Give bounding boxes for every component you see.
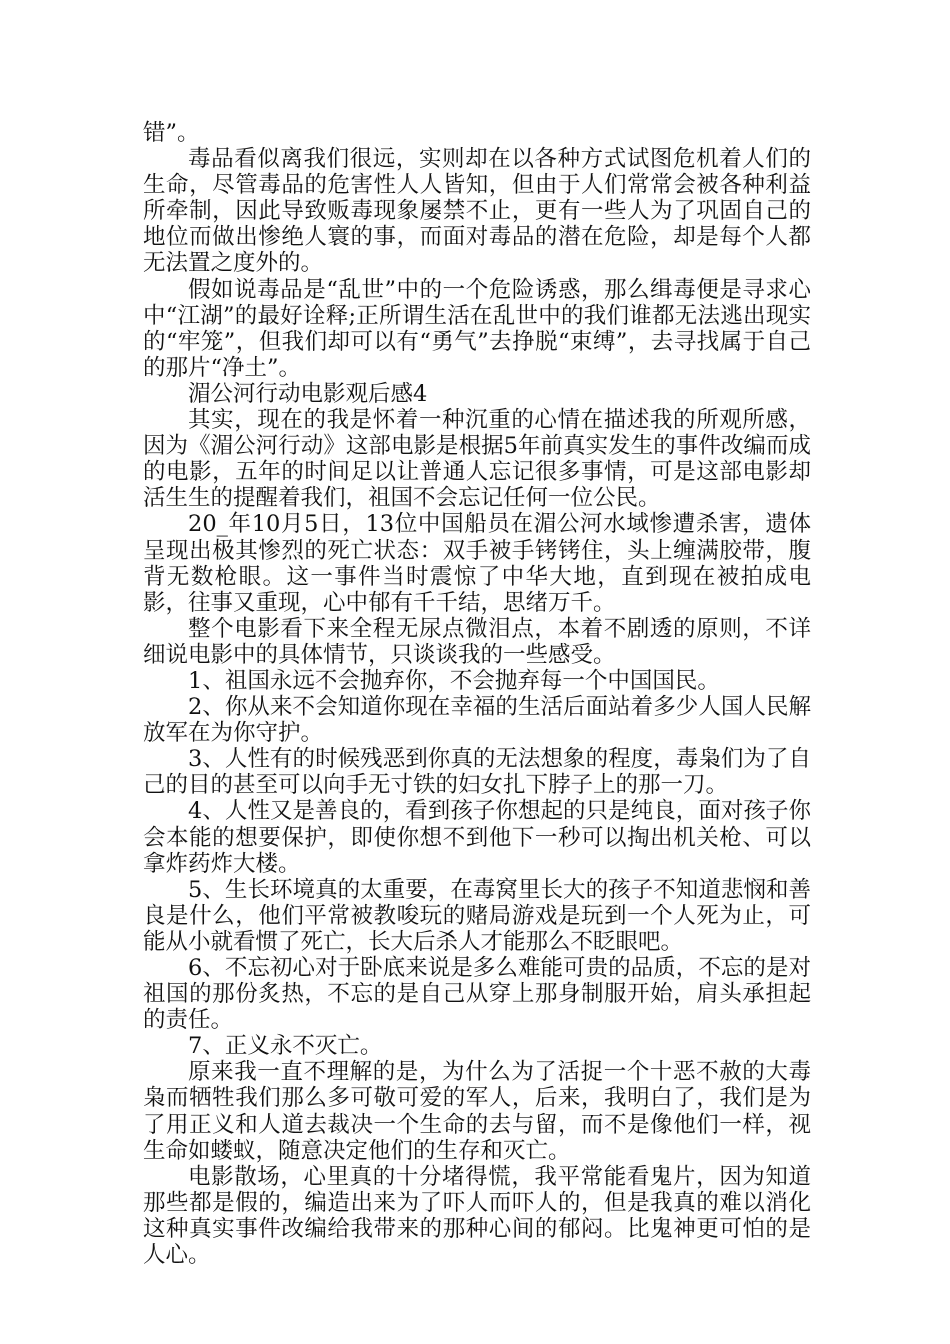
paragraph: 电影散场，心里真的十分堵得慌，我平常能看鬼片，因为知道那些都是假的，编造出来为了吓人而吓人的，但是我真的难以消化这种真实事件改编给我带来的那种心间的郁闷。比鬼神更可怕的是人心。 xyxy=(143,1163,811,1269)
list-item: 2、你从来不会知道你现在幸福的生活后面站着多少人国人民解放军在为你守护。 xyxy=(143,694,811,747)
list-item: 3、人性有的时候残恶到你真的无法想象的程度，毒枭们为了自己的目的甚至可以向手无寸铁的妇女扎下脖子上的那一刀。 xyxy=(143,746,811,799)
paragraph: 其实，现在的我是怀着一种沉重的心情在描述我的所观所感，因为《湄公河行动》这部电影是根据5年前真实发生的事件改编而成的电影，五年的时间足以让普通人忘记很多事情，可是这部电影却活生生的提醒着我们，祖国不会忘记任何一位公民。 xyxy=(143,407,811,512)
list-item: 5、生长环境真的太重要，在毒窝里长大的孩子不知道悲悯和善良是什么，他们平常被教唆玩的赌局游戏是玩到一个人死为止，可能从小就看惯了死亡，长大后杀人才能那么不眨眼吧。 xyxy=(143,876,811,955)
paragraph: 整个电影看下来全程无尿点微泪点，本着不剧透的原则，不详细说电影中的具体情节，只谈谈我的一些感受。 xyxy=(143,615,811,668)
paragraph: 假如说毒品是“乱世”中的一个危险诱惑，那么缉毒便是寻求心中“江湖”的最好诠释;正所谓生活在乱世中的我们谁都无法逃出现实的“牢笼”，但我们却可以有“勇气”去挣脱“束缚”，去寻找属于自己的那片“净土”。 xyxy=(143,276,811,381)
list-item: 4、人性又是善良的，看到孩子你想起的只是纯良，面对孩子你会本能的想要保护，即使你想不到他下一秒可以掏出机关枪、可以拿炸药炸大楼。 xyxy=(143,798,811,877)
paragraph: 毒品看似离我们很远，实则却在以各种方式试图危机着人们的生命，尽管毒品的危害性人人皆知，但由于人们常常会被各种利益所牵制，因此导致贩毒现象屡禁不止，更有一些人为了巩固自己的地位而做出惨绝人寰的事，而面对毒品的潜在危险，却是每个人都无法置之度外的。 xyxy=(143,146,811,277)
list-item: 1、祖国永远不会抛弃你，不会抛弃每一个中国国民。 xyxy=(188,667,720,694)
paragraph: 原来我一直不理解的是，为什么为了活捉一个十恶不赦的大毒枭而牺牲我们那么多可敬可爱的军人，后来，我明白了，我们是为了用正义和人道去裁决一个生命的去与留，而不是像他们一样，视生命如蝼蚁，随意决定他们的生存和灭亡。 xyxy=(143,1059,811,1164)
list-item: 7、正义永不灭亡。 xyxy=(188,1033,383,1060)
paragraph: 20_年10月5日，13位中国船员在湄公河水域惨遭杀害，遗体呈现出极其惨烈的死亡状态：双手被手铐铐住，头上缠满胶带，腹背无数枪眼。这一事件当时震惊了中华大地，直到现在被拍成电影，往事又重现，心中郁有千千结，思绪万千。 xyxy=(143,511,811,616)
section-heading: 湄公河行动电影观后感4 xyxy=(188,380,428,407)
list-item: 6、不忘初心对于卧底来说是多么难能可贵的品质，不忘的是对祖国的那份炙热，不忘的是自己从穿上那身制服开始，肩头承担起的责任。 xyxy=(143,955,811,1034)
paragraph-continuation: 错”。 xyxy=(143,120,200,146)
document-body xyxy=(143,120,811,1268)
